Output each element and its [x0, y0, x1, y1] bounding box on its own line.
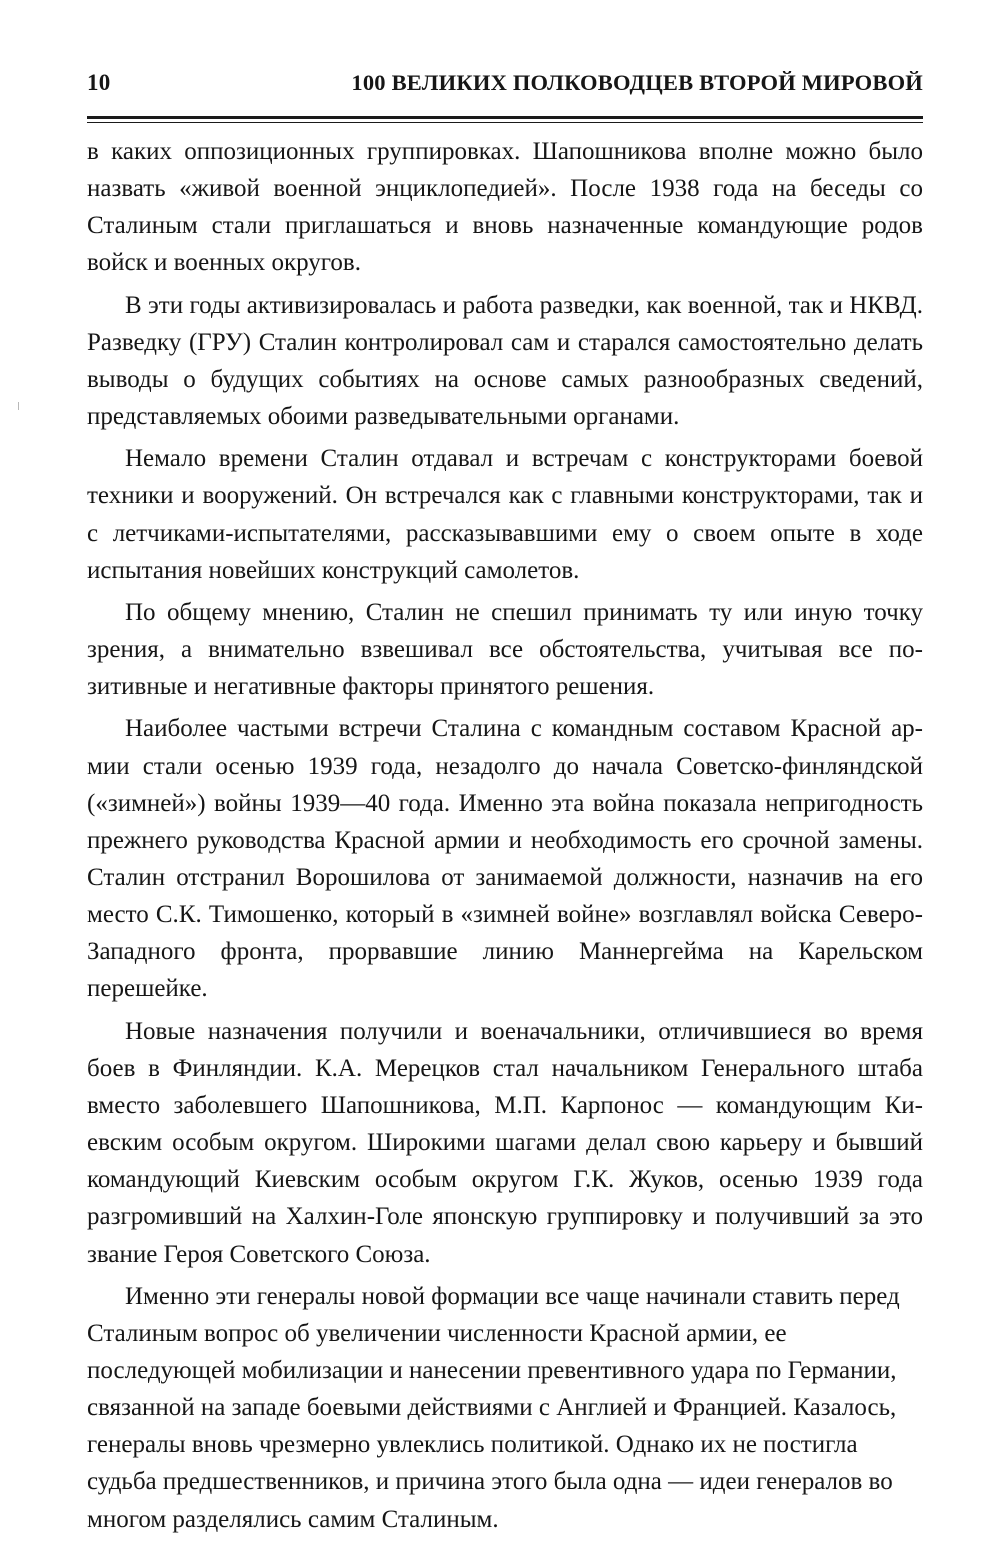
scan-speck: [18, 402, 19, 410]
header-rule-thin: [87, 122, 923, 123]
paragraph: В эти годы активизировалась и работа разведки, как военной, так и НКВД. Разведку (ГРУ) Сталин контролировал сам и старался самостоятельно делать выводы о будущих событиях на основе самых разнообразных сведений, представляемых обоими разведывательными органами.: [87, 291, 923, 431]
header-rule: [87, 116, 923, 119]
paragraph: Именно эти генералы новой формации все чаще начинали ставить перед Сталиным вопрос об увеличении численности Красной армии, ее последующей мобилизации и нанесении превентивного удара по Германии, связанной на западе боевыми действиями с Англией и Францией. Казалось, генералы вновь чрезмерно увлеклись политикой. Однако их не постигла судьба предшественников, и причина этого была одна — идеи генералов во многом разделялись самим Сталиным.: [87, 1282, 900, 1533]
paragraph-continued: в каких оппозиционных группировках. Шапошникова вполне можно было назвать «живой военной энциклопедией». После 1938 года на беседы со Сталиным стали приглашаться и вновь назначенные командующие родов войск и военных округов.: [87, 138, 923, 277]
page-number: 10: [87, 70, 111, 95]
paragraph: По общему мнению, Сталин не спешил принимать ту или иную точку зрения, а внимательно взвешивал все обстоятельства, учитывая все позитивные и негативные факторы принятого решения.: [87, 598, 923, 701]
book-page: [87, 70, 923, 1543]
running-title: 100 ВЕЛИКИХ ПОЛКОВОДЦЕВ ВТОРОЙ МИРОВОЙ: [351, 70, 923, 95]
paragraph: Новые назначения получили и военачальники, отличившиеся во время боев в Финляндии. К.А. Мерецков стал начальником Генерального штаба вместо заболевшего Шапошникова, М.П. Карпонос — командующим Киевским особым округом. Широкими шагами делал свою карьеру и бывший командующий Киевским особым округом Г.К. Жуков, осенью 1939 года разгромивший на Халхин-Голе японскую группировку и получивший за это звание Героя Советского Союза.: [87, 1017, 923, 1268]
paragraph: Наиболее частыми встречи Сталина с командным составом Красной армии стали осенью 1939 года, незадолго до начала Советско-финляндской («зимней») войны 1939—40 года. Именно эта война показала непригодность прежнего руководства Красной армии и необходимость его срочной замены. Сталин отстранил Ворошилова от занимаемой должности, назначив на его место С.К. Тимошенко, который в «зимней войне» возглавлял войска Северо-Западного фронта, прорвавшие линию Маннергейма на Карельском перешейке.: [87, 715, 923, 1003]
body-text: [87, 133, 923, 1538]
running-head: [87, 70, 923, 110]
paragraph: Немало времени Сталин отдавал и встречам с конструкторами боевой техники и вооружений. Он встречался как с главными конструкторами, так и с летчиками-испытателями, рассказывавшими ему о своем опыте в ходе испытания новейших конструкций самолетов.: [87, 445, 923, 584]
